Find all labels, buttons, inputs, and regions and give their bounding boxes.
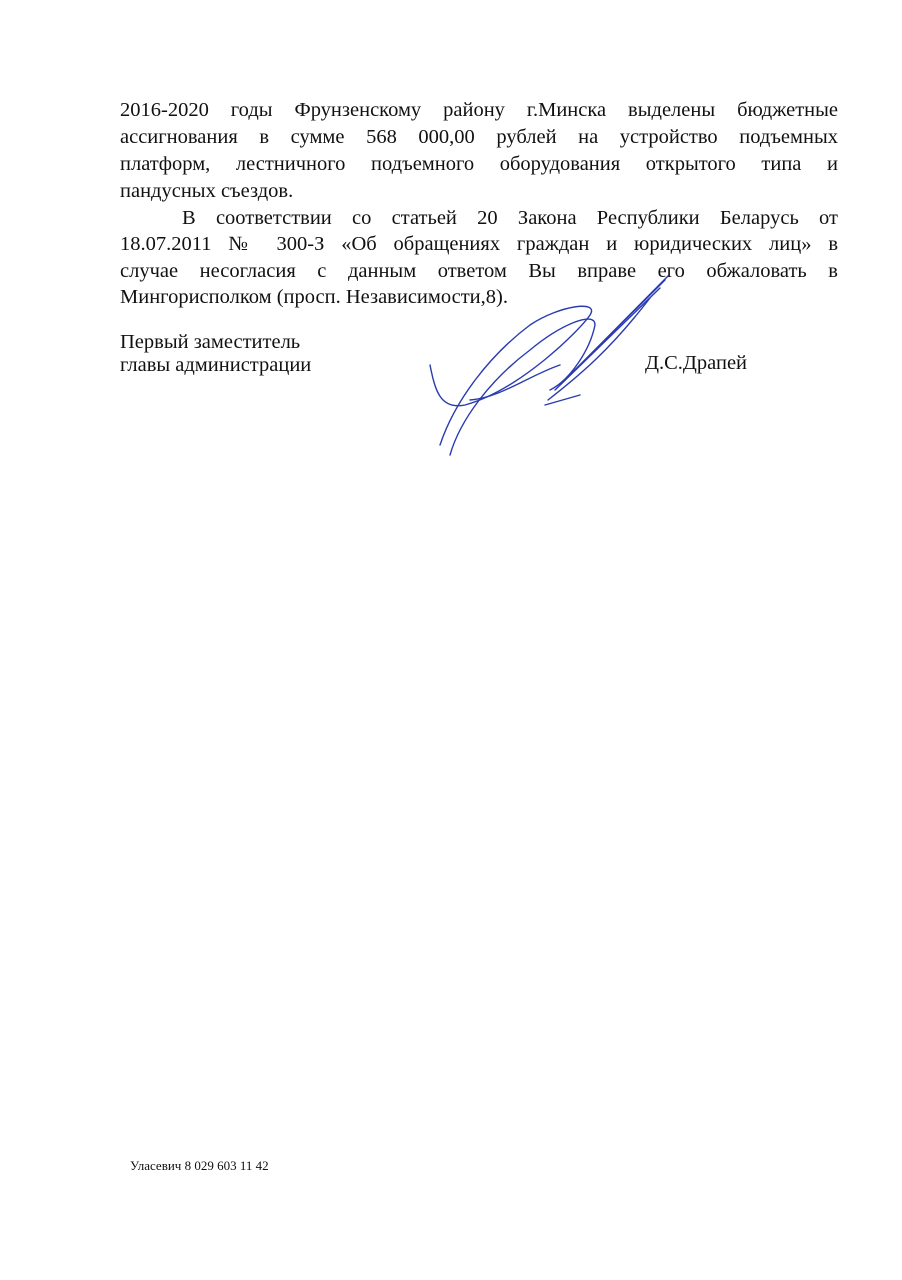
signatory-name: Д.С.Драпей <box>645 352 748 374</box>
signatory-role-line2: главы администрации <box>120 354 312 376</box>
text-line: В соответствии со статьей 20 Закона Республики Беларусь от <box>182 207 838 229</box>
text-line: 18.07.2011 № 300-З «Об обращениях граждан и юридических лиц» в <box>120 233 838 255</box>
text-line: ассигнования в сумме 568 000,00 рублей на устройство подъемных <box>120 126 838 148</box>
text-line: пандусных съездов. <box>120 180 294 202</box>
signatory-role-line1: Первый заместитель <box>120 331 301 353</box>
text-line: случае несогласия с данным ответом Вы вправе его обжаловать в <box>120 260 838 282</box>
handwritten-signature <box>410 270 680 470</box>
text-line: Мингорисполком (просп. Независимости,8). <box>120 286 508 308</box>
text-line: 2016-2020 годы Фрунзенскому району г.Минска выделены бюджетные <box>120 99 838 121</box>
footer-contact: Уласевич 8 029 603 11 42 <box>130 1158 269 1173</box>
text-line: платформ, лестничного подъемного оборудования открытого типа и <box>120 153 838 175</box>
